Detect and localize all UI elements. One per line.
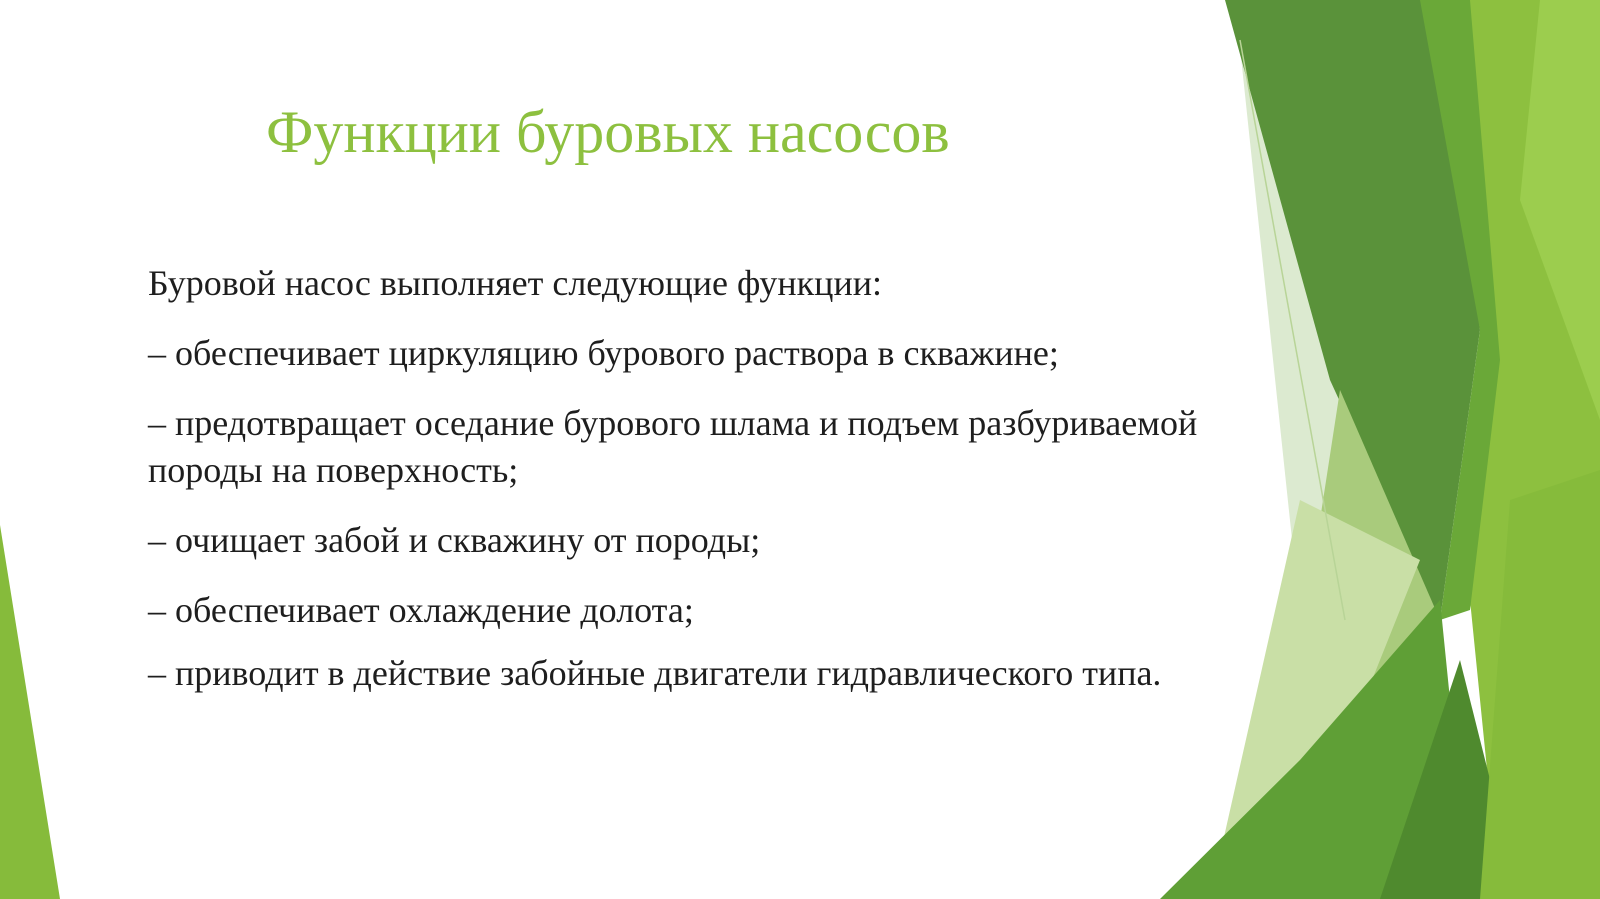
list-item: – обеспечивает циркуляцию бурового раствора в скважине; <box>148 333 1059 373</box>
slide-body <box>148 260 1198 720</box>
list-item: – очищает забой и скважину от породы; <box>148 520 761 560</box>
list-item: – обеспечивает охлаждение долота; <box>148 590 694 630</box>
list-item: – приводит в действие забойные двигатели гидравлического типа. <box>148 653 1162 693</box>
list-item: – предотвращает оседание бурового шлама и подъем разбуриваемой породы на поверхность; <box>148 403 1198 490</box>
left-green-shape <box>0 525 60 899</box>
slide-title: Функции буровых насосов <box>266 99 950 165</box>
intro-text: Буровой насос выполняет следующие функции: <box>148 263 882 303</box>
